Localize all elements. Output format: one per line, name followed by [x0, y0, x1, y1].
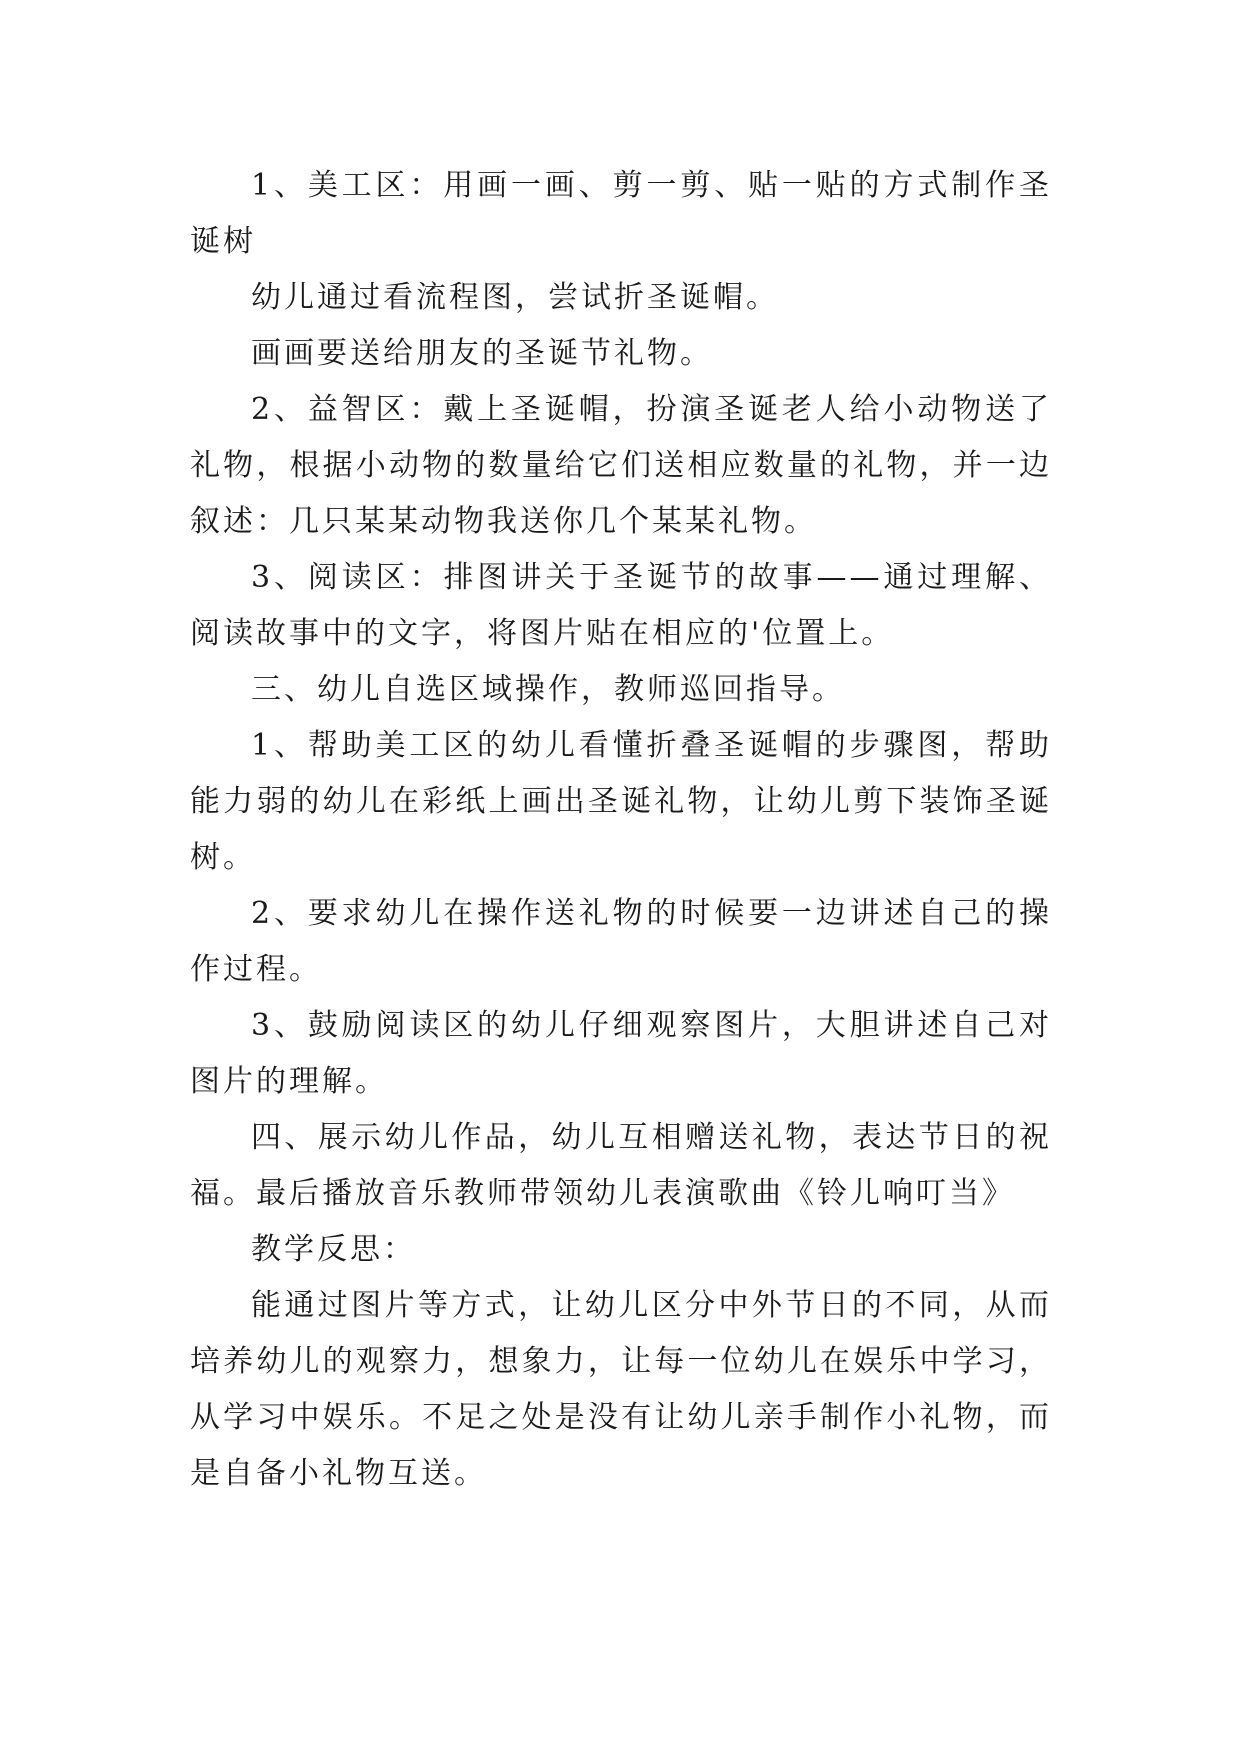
paragraph-reading-area: 3、阅读区：排图讲关于圣诞节的故事——通过理解、阅读故事中的文字，将图片贴在相应的'位置上。 [190, 560, 1052, 651]
paragraph-reflection-heading: 教学反思： [251, 1232, 416, 1267]
paragraph-section-four: 四、展示幼儿作品，幼儿互相赠送礼物，表达节日的祝福。最后播放音乐教师带领幼儿表演歌曲《铃儿响叮当》 [190, 1120, 1052, 1211]
document-body [190, 158, 1052, 1502]
paragraph-reflection-body: 能通过图片等方式，让幼儿区分中外节日的不同，从而培养幼儿的观察力，想象力，让每一位幼儿在娱乐中学习，从学习中娱乐。不足之处是没有让幼儿亲手制作小礼物，而是自备小礼物互送。 [190, 1288, 1052, 1491]
paragraph-narrate-process: 2、要求幼儿在操作送礼物的时候要一边讲述自己的操作过程。 [190, 896, 1052, 987]
paragraph-flowchart-hat: 幼儿通过看流程图，尝试折圣诞帽。 [251, 280, 779, 315]
paragraph-encourage-reading: 3、鼓励阅读区的幼儿仔细观察图片，大胆讲述自己对图片的理解。 [190, 1008, 1052, 1099]
paragraph-draw-gift: 画画要送给朋友的圣诞节礼物。 [251, 336, 713, 371]
paragraph-art-area: 1、美工区：用画一画、剪一剪、贴一贴的方式制作圣诞树 [190, 168, 1052, 259]
paragraph-help-art: 1、帮助美工区的幼儿看懂折叠圣诞帽的步骤图，帮助能力弱的幼儿在彩纸上画出圣诞礼物，让幼儿剪下装饰圣诞树。 [190, 728, 1052, 875]
paragraph-section-three: 三、幼儿自选区域操作，教师巡回指导。 [251, 672, 845, 707]
paragraph-puzzle-area: 2、益智区：戴上圣诞帽，扮演圣诞老人给小动物送了礼物，根据小动物的数量给它们送相应数量的礼物，并一边叙述：几只某某动物我送你几个某某礼物。 [190, 392, 1052, 539]
